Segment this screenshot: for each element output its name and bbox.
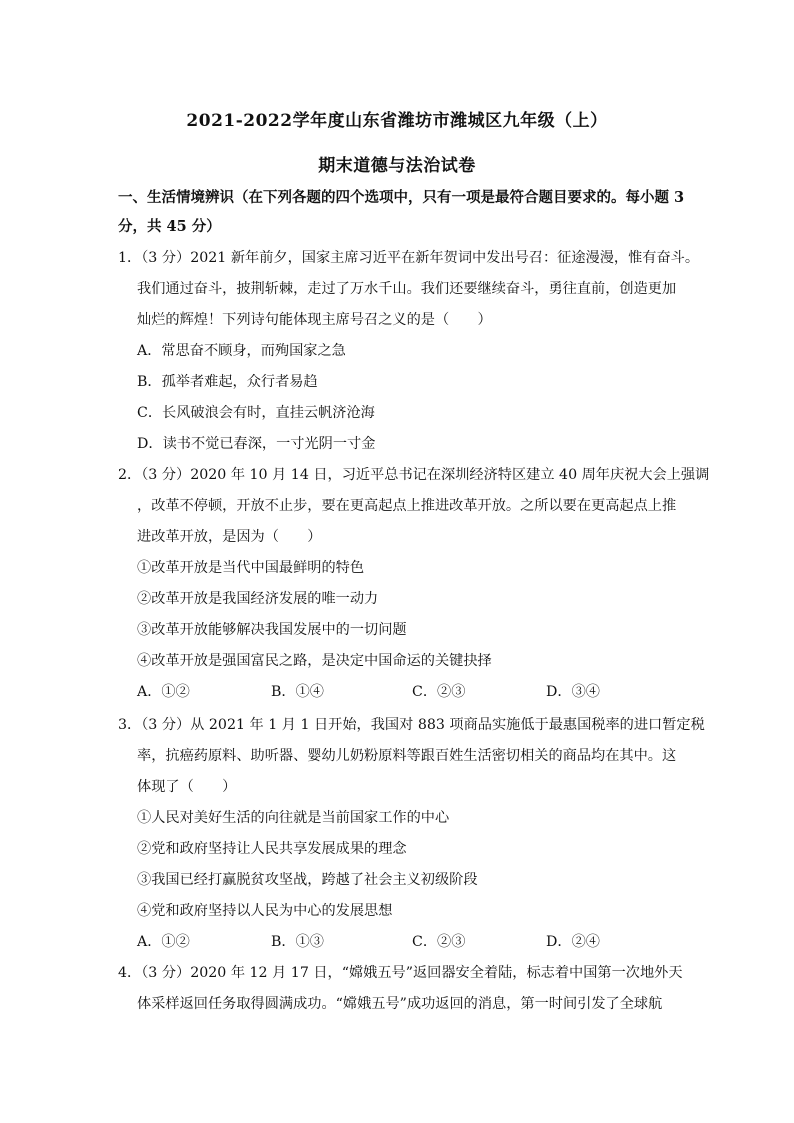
q3-statement-2: ②党和政府坚持让人民共享发展成果的理念	[137, 841, 407, 857]
q3-choice-d: D．②④	[546, 934, 600, 950]
exam-title-line1: 2021-2022学年度山东省潍坊市潍城区九年级（上）	[186, 111, 608, 131]
q2-stem-line1: 2．（3 分）2020 年 10 月 14 日，习近平总书记在深圳经济特区建立 40 周年庆祝大会上强调	[118, 467, 710, 483]
q1-option-a: A．常思奋不顾身，而殉国家之急	[137, 343, 346, 359]
q2-choices	[0, 682, 794, 702]
q3-choice-c: C．②③	[412, 934, 466, 950]
q2-statement-1: ①改革开放是当代中国最鲜明的特色	[137, 560, 365, 576]
q4-stem-line1: 4．（3 分）2020 年 12 月 17 日，“嫦娥五号”返回器安全着陆，标志着中国第一次地外天	[118, 965, 683, 981]
q3-choice-a: A．①②	[137, 934, 190, 950]
q1-option-d: D．读书不觉已春深，一寸光阴一寸金	[137, 436, 376, 452]
q2-statement-3: ③改革开放能够解决我国发展中的一切问题	[137, 622, 407, 638]
q3-statement-4: ④党和政府坚持以人民为中心的发展思想	[137, 903, 393, 919]
section-heading-line1: 一、生活情境辨识（在下列各题的四个选项中，只有一项是最符合题目要求的。每小题 3	[118, 189, 685, 206]
q1-stem-line2: 我们通过奋斗，披荆斩棘，走过了万水千山。我们还要继续奋斗，勇往直前，创造更加	[137, 281, 677, 297]
exam-title-line2: 期末道德与法治试卷	[318, 156, 476, 176]
q2-statement-2: ②改革开放是我国经济发展的唯一动力	[137, 591, 379, 607]
q3-statement-1: ①人民对美好生活的向往就是当前国家工作的中心	[137, 810, 450, 826]
q2-choice-a: A．①②	[137, 684, 190, 700]
q1-stem-line3: 灿烂的辉煌！下列诗句能体现主席号召之义的是（ ）	[137, 312, 492, 328]
q3-stem-line1: 3．（3 分）从 2021 年 1 月 1 日开始，我国对 883 项商品实施低于最惠国税率的进口暂定税	[118, 717, 705, 733]
q3-choice-b: B．①③	[271, 934, 324, 950]
q1-stem-line1: 1．（3 分）2021 新年前夕，国家主席习近平在新年贺词中发出号召：征途漫漫，惟有奋斗。	[118, 250, 700, 266]
q1-option-b: B．孤举者难起，众行者易趋	[137, 374, 318, 390]
q3-stem-line3: 体现了（ ）	[137, 779, 237, 795]
q3-choices	[0, 932, 794, 952]
q2-choice-d: D．③④	[546, 684, 600, 700]
q3-stem-line2: 率，抗癌药原料、助听器、婴幼儿奶粉原料等跟百姓生活密切相关的商品均在其中。这	[137, 748, 677, 764]
q2-stem-line2: ，改革不停顿，开放不止步，要在更高起点上推进改革开放。之所以要在更高起点上推	[137, 498, 677, 514]
q2-statement-4: ④改革开放是强国富民之路，是决定中国命运的关键抉择	[137, 653, 492, 669]
q2-stem-line3: 进改革开放，是因为（ ）	[137, 529, 322, 545]
q2-choice-c: C．②③	[412, 684, 466, 700]
q4-stem-line2: 体采样返回任务取得圆满成功。“嫦娥五号”成功返回的消息，第一时间引发了全球航	[137, 996, 663, 1012]
section-heading-line2: 分，共 45 分）	[118, 218, 221, 235]
q2-choice-b: B．①④	[271, 684, 324, 700]
q3-statement-3: ③我国已经打赢脱贫攻坚战，跨越了社会主义初级阶段	[137, 872, 478, 888]
q1-option-c: C．长风破浪会有时，直挂云帆济沧海	[137, 405, 375, 421]
